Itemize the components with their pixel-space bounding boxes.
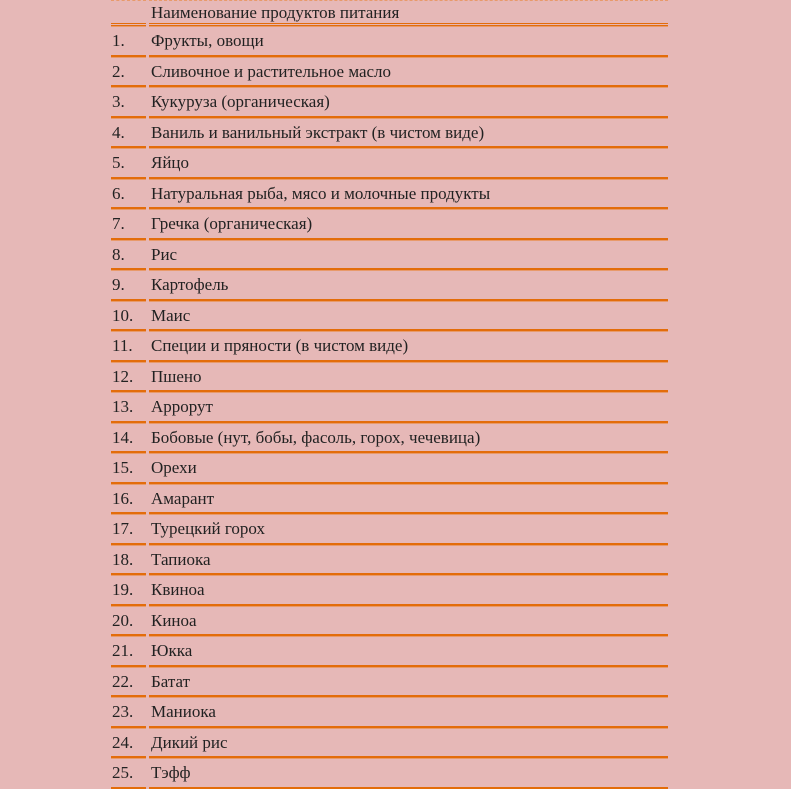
table-row bbox=[111, 758, 668, 789]
row-name-cell: Тэфф bbox=[149, 758, 668, 789]
row-number-cell: 24. bbox=[111, 728, 146, 759]
table-row bbox=[111, 636, 668, 667]
row-number-cell: 21. bbox=[111, 636, 146, 667]
row-number-cell: 5. bbox=[111, 148, 146, 179]
table-row bbox=[111, 87, 668, 118]
row-name-cell: Орехи bbox=[149, 453, 668, 484]
row-number-cell: 6. bbox=[111, 179, 146, 210]
row-number-cell: 20. bbox=[111, 606, 146, 637]
table-row bbox=[111, 148, 668, 179]
row-number-cell: 18. bbox=[111, 545, 146, 576]
table-row bbox=[111, 545, 668, 576]
table-row bbox=[111, 453, 668, 484]
table-row bbox=[111, 179, 668, 210]
row-name-cell: Картофель bbox=[149, 270, 668, 301]
row-name-cell: Пшено bbox=[149, 362, 668, 393]
row-number-cell: 13. bbox=[111, 392, 146, 423]
row-name-cell: Маниока bbox=[149, 697, 668, 728]
table-row bbox=[111, 606, 668, 637]
row-name-cell: Квиноа bbox=[149, 575, 668, 606]
row-number-cell: 17. bbox=[111, 514, 146, 545]
row-name-cell: Специи и пряности (в чистом виде) bbox=[149, 331, 668, 362]
row-number-cell: 12. bbox=[111, 362, 146, 393]
table-row bbox=[111, 57, 668, 88]
table-row bbox=[111, 270, 668, 301]
row-number-cell: 2. bbox=[111, 57, 146, 88]
food-list-table-body bbox=[111, 0, 668, 789]
row-number-cell: 7. bbox=[111, 209, 146, 240]
row-name-cell: Маис bbox=[149, 301, 668, 332]
row-name-cell: Дикий рис bbox=[149, 728, 668, 759]
row-number-cell: 9. bbox=[111, 270, 146, 301]
table-row bbox=[111, 575, 668, 606]
row-name-cell: Натуральная рыба, мясо и молочные продукты bbox=[149, 179, 668, 210]
row-name-cell: Фрукты, овощи bbox=[149, 26, 668, 57]
row-name-cell: Тапиока bbox=[149, 545, 668, 576]
row-name-cell: Турецкий горох bbox=[149, 514, 668, 545]
row-number-cell: 10. bbox=[111, 301, 146, 332]
table-row bbox=[111, 331, 668, 362]
row-name-cell: Кукуруза (органическая) bbox=[149, 87, 668, 118]
table-row bbox=[111, 301, 668, 332]
table-row bbox=[111, 423, 668, 454]
row-name-cell: Яйцо bbox=[149, 148, 668, 179]
row-name-cell: Амарант bbox=[149, 484, 668, 515]
table-row bbox=[111, 118, 668, 149]
header-name-cell: Наименование продуктов питания bbox=[149, 0, 668, 26]
row-number-cell: 8. bbox=[111, 240, 146, 271]
row-name-cell: Сливочное и растительное масло bbox=[149, 57, 668, 88]
row-number-cell: 1. bbox=[111, 26, 146, 57]
row-name-cell: Аррорут bbox=[149, 392, 668, 423]
table-row bbox=[111, 26, 668, 57]
row-number-cell: 16. bbox=[111, 484, 146, 515]
food-list-table bbox=[108, 0, 671, 789]
row-number-cell: 22. bbox=[111, 667, 146, 698]
table-header-row bbox=[111, 0, 668, 26]
table-row bbox=[111, 209, 668, 240]
table-row bbox=[111, 362, 668, 393]
table-row bbox=[111, 728, 668, 759]
row-number-cell: 23. bbox=[111, 697, 146, 728]
table-row bbox=[111, 240, 668, 271]
row-name-cell: Гречка (органическая) bbox=[149, 209, 668, 240]
food-list-table-container bbox=[111, 0, 671, 789]
row-number-cell: 3. bbox=[111, 87, 146, 118]
row-number-cell: 25. bbox=[111, 758, 146, 789]
table-row bbox=[111, 484, 668, 515]
row-name-cell: Киноа bbox=[149, 606, 668, 637]
row-name-cell: Юкка bbox=[149, 636, 668, 667]
row-number-cell: 15. bbox=[111, 453, 146, 484]
row-number-cell: 11. bbox=[111, 331, 146, 362]
row-name-cell: Батат bbox=[149, 667, 668, 698]
row-name-cell: Ваниль и ванильный экстракт (в чистом виде) bbox=[149, 118, 668, 149]
row-number-cell: 4. bbox=[111, 118, 146, 149]
row-name-cell: Бобовые (нут, бобы, фасоль, горох, чечевица) bbox=[149, 423, 668, 454]
header-number-cell bbox=[111, 0, 146, 26]
table-row bbox=[111, 514, 668, 545]
table-row bbox=[111, 697, 668, 728]
row-number-cell: 19. bbox=[111, 575, 146, 606]
row-name-cell: Рис bbox=[149, 240, 668, 271]
row-number-cell: 14. bbox=[111, 423, 146, 454]
table-row bbox=[111, 392, 668, 423]
table-row bbox=[111, 667, 668, 698]
